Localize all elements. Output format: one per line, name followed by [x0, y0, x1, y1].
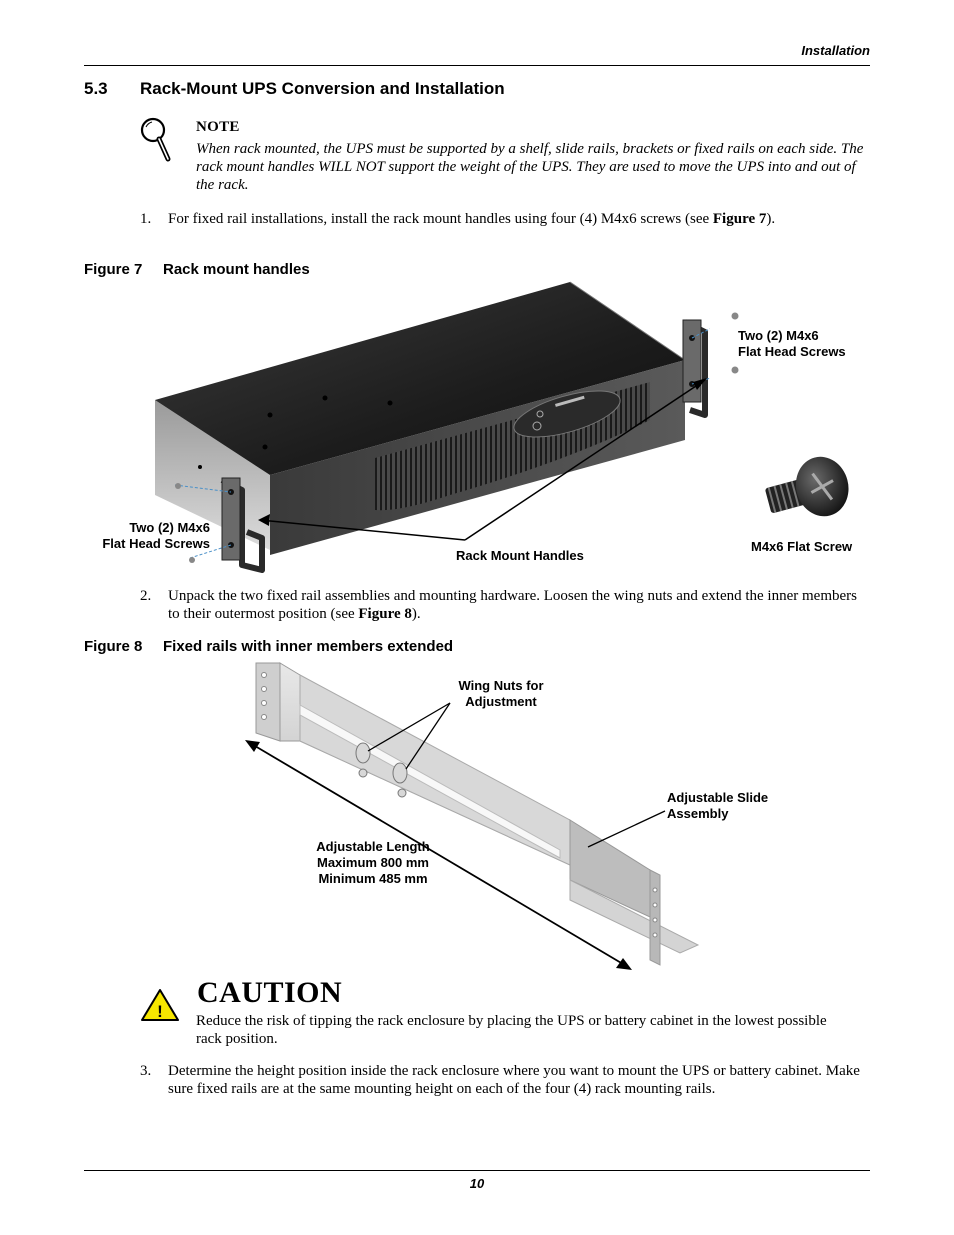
step-3-text: Determine the height position inside the rack enclosure where you want to mount the UPS or battery cabinet. Make sure fixed rails are at the same mounting height on each of the four (4) rack mounting rails.	[168, 1063, 860, 1097]
magnifier-icon	[138, 117, 172, 168]
step-1-text-end: ).	[766, 211, 776, 227]
figure-7-caption	[84, 261, 310, 278]
right-screws-label	[738, 328, 846, 360]
left-screws-label-line2: Flat Head Screws	[102, 536, 210, 551]
adjustable-length-label	[303, 839, 443, 887]
slide-assembly-label	[667, 790, 768, 822]
note-text: When rack mounted, the UPS must be supported by a shelf, slide rails, brackets or fixed rails on each side. The rack mount handles WILL NOT support the weight of the UPS. They are used to move the UPS into and out of the rack.	[196, 141, 864, 193]
slide-assembly-label-line1: Adjustable Slide	[667, 790, 769, 805]
left-screws-label	[94, 520, 210, 552]
adjustable-length-label-line1: Adjustable Length	[316, 839, 430, 854]
step-2-text: Unpack the two fixed rail assemblies and mounting hardware. Loosen the wing nuts and extend the inner members to their outermost position (see	[168, 588, 857, 622]
header-rule	[84, 65, 870, 66]
adjustable-length-label-line2: Maximum 800 mm	[317, 855, 429, 870]
step-3	[140, 1062, 870, 1098]
flat-screw-image	[760, 455, 860, 540]
figure-7-number: Figure 7	[84, 261, 143, 278]
note-label: NOTE	[196, 119, 240, 135]
figure-8-title: Fixed rails with inner members extended	[163, 638, 454, 655]
caution-text: Reduce the risk of tipping the rack enclosure by placing the UPS or battery cabinet in the lowest possible rack position.	[196, 1013, 827, 1047]
section-title: Rack-Mount UPS Conversion and Installation	[140, 79, 505, 98]
right-screws-label-line2: Flat Head Screws	[738, 344, 846, 359]
handles-leader-lines	[250, 370, 710, 565]
warning-triangle-icon	[140, 988, 180, 1027]
step-1-number: 1.	[140, 211, 152, 227]
step-1	[140, 210, 870, 228]
step-3-number: 3.	[140, 1063, 152, 1079]
wing-nuts-label-line1: Wing Nuts for	[458, 678, 544, 693]
figure-7-reference[interactable]: Figure 7	[712, 211, 767, 227]
slide-assembly-label-line2: Assembly	[667, 806, 729, 821]
left-screws-label-line1: Two (2) M4x6	[129, 520, 210, 535]
figure-8-number: Figure 8	[84, 638, 143, 655]
wing-nuts-label-line2: Adjustment	[465, 694, 537, 709]
figure-8-caption	[84, 638, 453, 655]
figure-8-reference[interactable]: Figure 8	[358, 606, 412, 622]
step-2-text-end: ).	[411, 606, 421, 622]
page-number: 10	[469, 1176, 485, 1191]
step-2-number: 2.	[140, 588, 152, 604]
footer-rule	[84, 1170, 870, 1171]
section-number: 5.3	[84, 79, 108, 98]
adjustable-length-label-line3: Minimum 485 mm	[318, 871, 428, 886]
svg-text:!: !	[157, 1002, 163, 1021]
right-screws-label-line1: Two (2) M4x6	[738, 328, 819, 343]
figure-7-title: Rack mount handles	[163, 261, 310, 278]
section-heading	[84, 79, 505, 99]
rack-mount-handles-label: Rack Mount Handles	[456, 548, 584, 563]
step-1-text: For fixed rail installations, install the rack mount handles using four (4) M4x6 screws (see	[168, 211, 713, 227]
caution-title: CAUTION	[197, 976, 343, 1009]
step-2	[140, 587, 870, 623]
wing-nuts-label	[446, 678, 556, 710]
running-header: Installation	[801, 43, 870, 58]
flat-screw-label: M4x6 Flat Screw	[751, 539, 853, 554]
